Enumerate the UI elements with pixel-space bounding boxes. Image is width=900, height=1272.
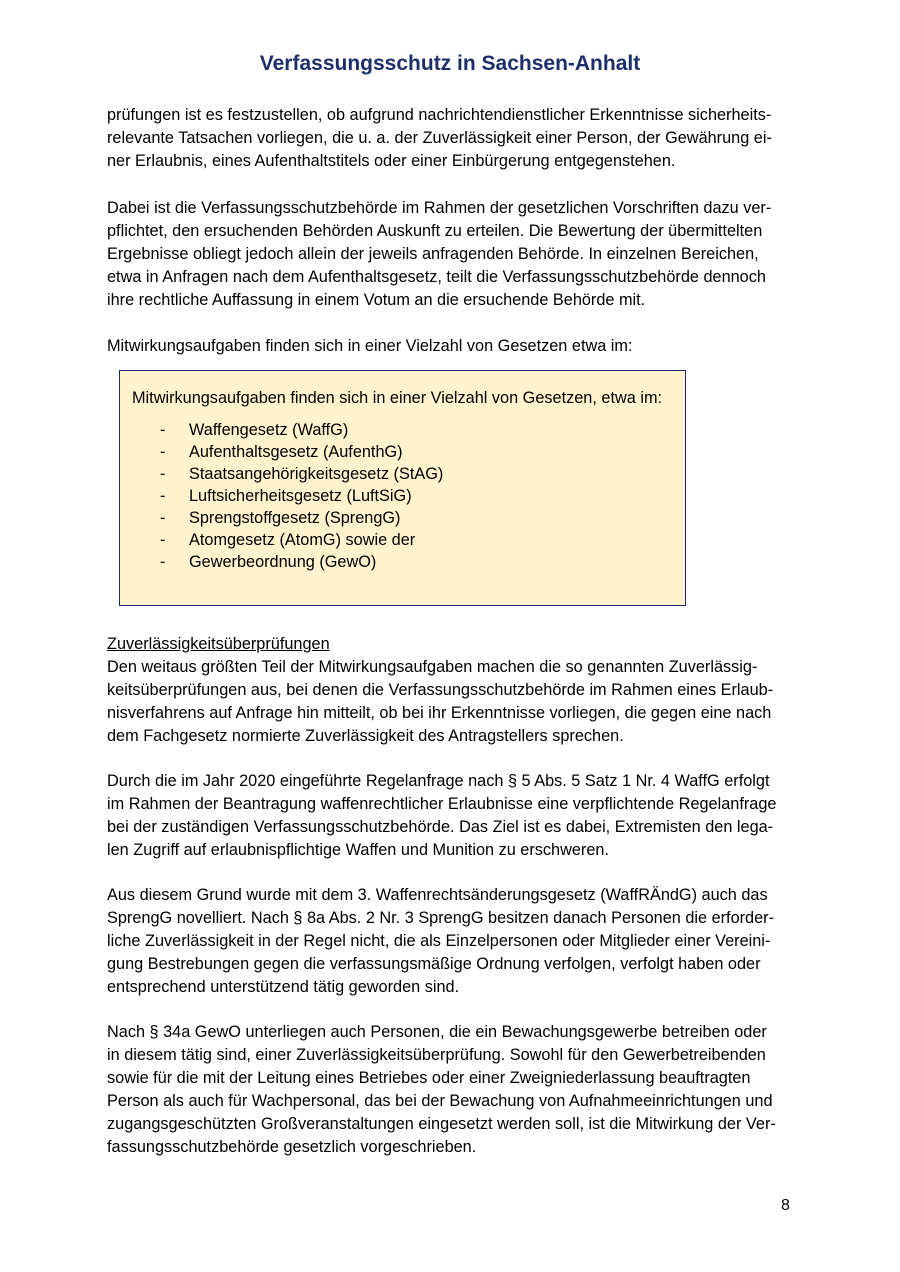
section-heading-zuverlaessigkeit: Zuverlässigkeitsüberprüfungen xyxy=(107,635,330,653)
paragraph-line: liche Zuverlässigkeit in der Regel nicht, die als Einzelpersonen oder Mitglieder einer Vereini- xyxy=(107,932,771,950)
paragraph-5 xyxy=(107,770,797,862)
dash-bullet: - xyxy=(160,509,166,527)
paragraph-line: gung Bestrebungen gegen die verfassungsmäßige Ordnung verfolgen, verfolgt haben oder xyxy=(107,955,761,973)
list-item-label: Staatsangehörigkeitsgesetz (StAG) xyxy=(189,465,444,483)
page-header-title: Verfassungsschutz in Sachsen-Anhalt xyxy=(259,52,641,75)
list-item-label: Luftsicherheitsgesetz (LuftSiG) xyxy=(189,487,412,505)
paragraph-4 xyxy=(107,656,797,748)
list-item xyxy=(160,529,443,551)
paragraph-line: Aus diesem Grund wurde mit dem 3. Waffenrechtsänderungsgesetz (WaffRÄndG) auch das xyxy=(107,886,768,904)
dash-bullet: - xyxy=(160,465,166,483)
paragraph-line: Dabei ist die Verfassungsschutzbehörde im Rahmen der gesetzlichen Vorschriften dazu ver- xyxy=(107,199,772,217)
paragraph-line: entsprechend unterstützend tätig geworden sind. xyxy=(107,978,460,996)
list-item-label: Aufenthaltsgesetz (AufenthG) xyxy=(189,443,403,461)
paragraph-line: SprengG novelliert. Nach § 8a Abs. 2 Nr. 3 SprengG besitzen danach Personen die erforder- xyxy=(107,909,775,927)
paragraph-line: bei der zuständigen Verfassungsschutzbehörde. Das Ziel ist es dabei, Extremisten den lega- xyxy=(107,818,774,836)
paragraph-line: Nach § 34a GewO unterliegen auch Personen, die ein Bewachungsgewerbe betreiben oder xyxy=(107,1023,767,1041)
paragraph-line: dem Fachgesetz normierte Zuverlässigkeit des Antragstellers sprechen. xyxy=(107,727,624,745)
paragraph-line: sowie für die mit der Leitung eines Betriebes oder einer Zweigniederlassung beauftragten xyxy=(107,1069,751,1087)
paragraph-line: Den weitaus größten Teil der Mitwirkungsaufgaben machen die so genannten Zuverlässig- xyxy=(107,658,758,676)
paragraph-line: nisverfahrens auf Anfrage hin mitteilt, ob bei ihr Erkenntnisse vorliegen, die gegen eine nach xyxy=(107,704,772,722)
list-item xyxy=(160,551,443,573)
paragraph-7 xyxy=(107,1021,797,1159)
paragraph-line: fassungsschutzbehörde gesetzlich vorgeschrieben. xyxy=(107,1138,477,1156)
paragraph-2 xyxy=(107,197,797,312)
dash-bullet: - xyxy=(160,421,166,439)
box-title: Mitwirkungsaufgaben finden sich in einer Vielzahl von Gesetzen, etwa im: xyxy=(132,389,663,407)
law-list xyxy=(160,419,443,573)
paragraph-3 xyxy=(107,335,797,358)
dash-bullet: - xyxy=(160,487,166,505)
list-item-label: Waffengesetz (WaffG) xyxy=(189,421,349,439)
list-item xyxy=(160,463,443,485)
dash-bullet: - xyxy=(160,531,166,549)
paragraph-line: Mitwirkungsaufgaben finden sich in einer Vielzahl von Gesetzen etwa im: xyxy=(107,337,633,355)
paragraph-line: relevante Tatsachen vorliegen, die u. a. der Zuverlässigkeit einer Person, der Gewährung ei- xyxy=(107,129,772,147)
dash-bullet: - xyxy=(160,553,166,571)
dash-bullet: - xyxy=(160,443,166,461)
paragraph-line: im Rahmen der Beantragung waffenrechtlicher Erlaubnisse eine verpflichtende Regelanfrage xyxy=(107,795,777,813)
paragraph-line: etwa in Anfragen nach dem Aufenthaltsgesetz, teilt die Verfassungsschutzbehörde dennoch xyxy=(107,268,766,286)
paragraph-line: ner Erlaubnis, eines Aufenthaltstitels oder einer Einbürgerung entgegenstehen. xyxy=(107,152,676,170)
paragraph-line: Durch die im Jahr 2020 eingeführte Regelanfrage nach § 5 Abs. 5 Satz 1 Nr. 4 WaffG erfolgt xyxy=(107,772,770,790)
list-item xyxy=(160,485,443,507)
list-item-label: Gewerbeordnung (GewO) xyxy=(189,553,377,571)
paragraph-line: zugangsgeschützten Großveranstaltungen eingesetzt werden soll, ist die Mitwirkung der Ver- xyxy=(107,1115,776,1133)
list-item-label: Atomgesetz (AtomG) sowie der xyxy=(189,531,416,549)
list-item-label: Sprengstoffgesetz (SprengG) xyxy=(189,509,401,527)
paragraph-6 xyxy=(107,884,797,999)
mitwirkungsaufgaben-box xyxy=(119,370,686,606)
paragraph-line: prüfungen ist es festzustellen, ob aufgrund nachrichtendienstlicher Erkenntnisse sicherheits- xyxy=(107,106,772,124)
paragraph-line: in diesem tätig sind, einer Zuverlässigkeitsüberprüfung. Sowohl für den Gewerbetreibenden xyxy=(107,1046,766,1064)
paragraph-line: len Zugriff auf erlaubnispflichtige Waffen und Munition zu erschweren. xyxy=(107,841,609,859)
list-item xyxy=(160,441,443,463)
paragraph-line: keitsüberprüfungen aus, bei denen die Verfassungsschutzbehörde im Rahmen eines Erlaub- xyxy=(107,681,774,699)
paragraph-line: ihre rechtliche Auffassung in einem Votum an die ersuchende Behörde mit. xyxy=(107,291,646,309)
list-item xyxy=(160,507,443,529)
paragraph-line: Ergebnisse obliegt jedoch allein der jeweils anfragenden Behörde. In einzelnen Bereichen, xyxy=(107,245,759,263)
paragraph-line: pflichtet, den ersuchenden Behörden Auskunft zu erteilen. Die Bewertung der übermittelten xyxy=(107,222,763,240)
paragraph-line: Person als auch für Wachpersonal, das bei der Bewachung von Aufnahmeeinrichtungen und xyxy=(107,1092,773,1110)
list-item xyxy=(160,419,443,441)
paragraph-1 xyxy=(107,104,797,173)
page-number: 8 xyxy=(781,1197,790,1214)
